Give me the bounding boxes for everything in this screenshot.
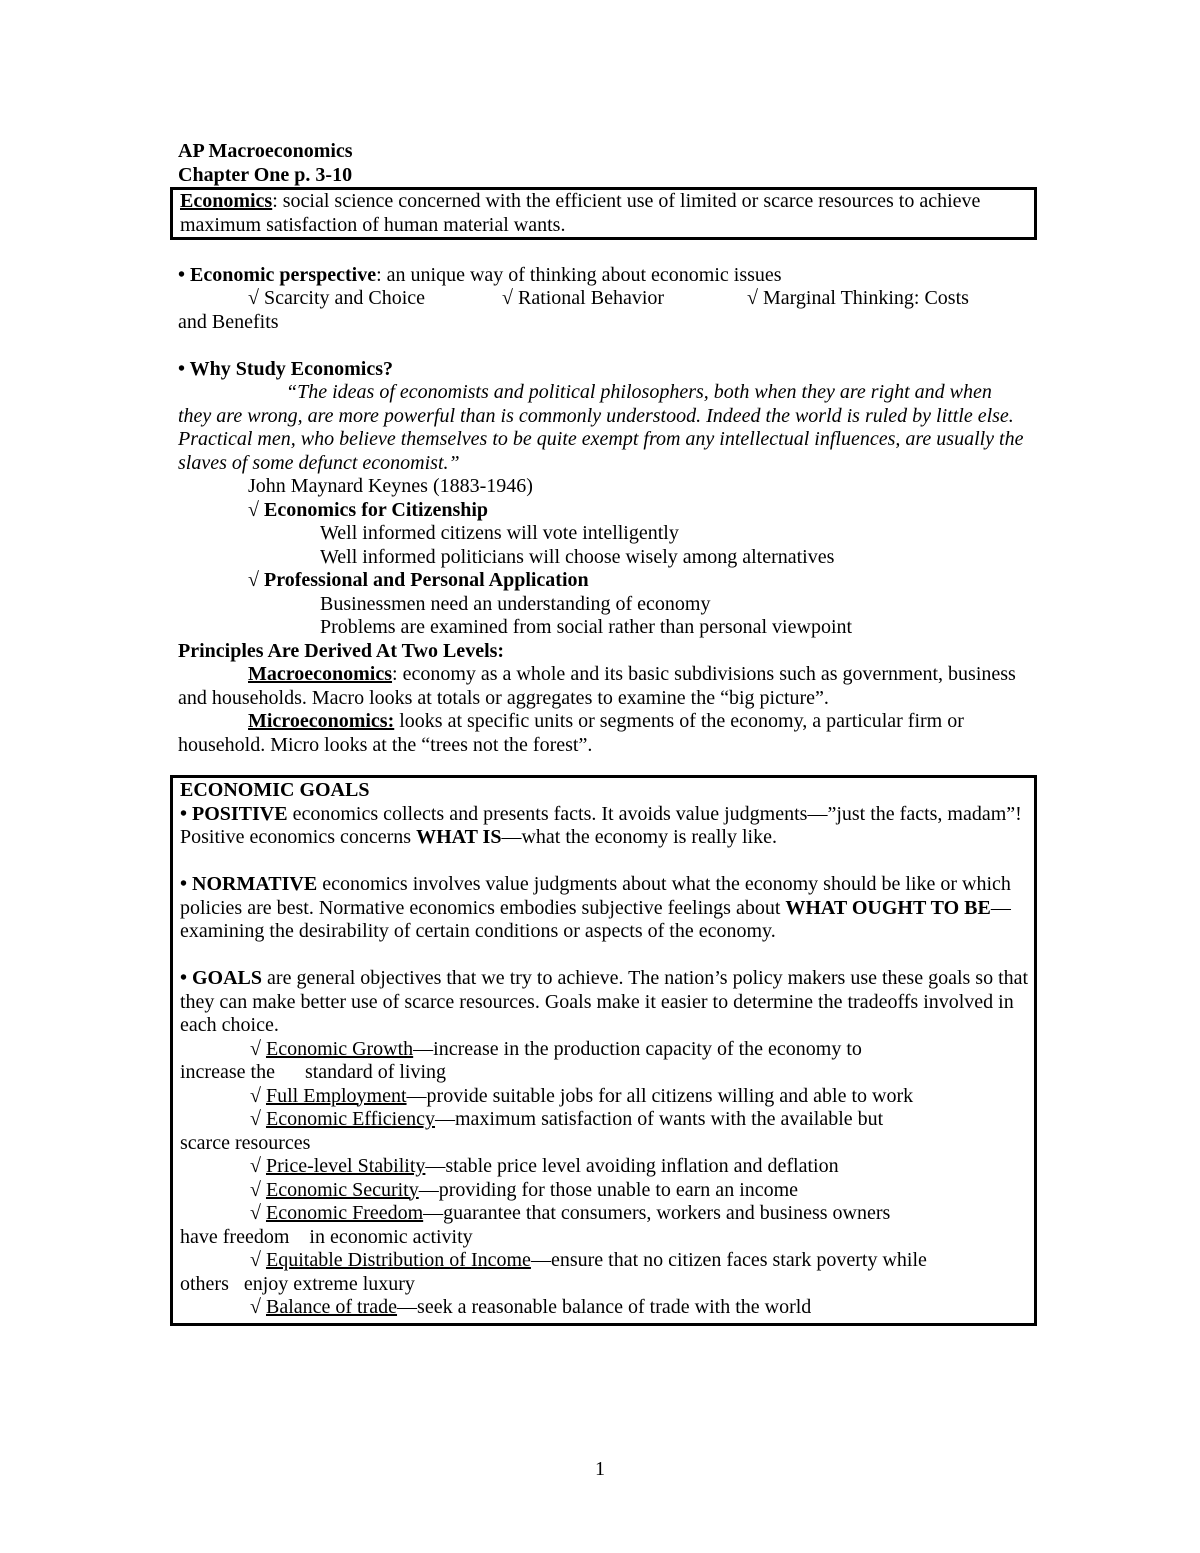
goal-item xyxy=(180,1155,1032,1179)
positive-paragraph xyxy=(180,803,1032,850)
macro-term: Macroeconomics xyxy=(248,663,393,685)
perspective-text: : an unique way of thinking about economic issues xyxy=(376,263,782,286)
goals-paragraph xyxy=(180,967,1032,1038)
perspective-item-marginal-cont: and Benefits xyxy=(178,310,279,333)
check-icon: √ xyxy=(250,1155,266,1177)
professional-heading: √ Professional and Personal Application xyxy=(248,569,589,591)
goal-term: Full Employment xyxy=(265,1084,407,1107)
definition-text: : social science concerned with the efficient use of limited or scarce resources to achieve maximum satisfaction of human material wants. xyxy=(180,190,981,236)
goal-desc-cont: others enjoy extreme luxury xyxy=(180,1272,415,1295)
citizenship-point-1: Well informed citizens will vote intelligently xyxy=(320,522,679,544)
macro-definition xyxy=(178,663,1030,710)
goal-desc-cont: have freedom in economic activity xyxy=(180,1225,473,1248)
goal-item xyxy=(180,1249,1032,1296)
goal-desc: —seek a reasonable balance of trade with the world xyxy=(397,1296,812,1318)
goal-desc-cont: scarce resources xyxy=(180,1131,311,1154)
micro-term: Microeconomics: xyxy=(248,710,395,732)
goal-item xyxy=(180,1296,1032,1320)
goal-term: Balance of trade xyxy=(265,1296,398,1318)
definition-box xyxy=(170,187,1037,240)
page-number: 1 xyxy=(595,1458,605,1480)
goal-desc: —guarantee that consumers, workers and business owners xyxy=(423,1202,891,1224)
spacer xyxy=(178,240,1030,264)
perspective-item-scarcity: √ Scarcity and Choice xyxy=(248,287,426,309)
spacer xyxy=(178,757,1030,775)
spacer xyxy=(180,944,1032,968)
goals-box-title: ECONOMIC GOALS xyxy=(180,779,370,801)
check-icon: √ xyxy=(250,1108,266,1130)
spacer xyxy=(178,334,1030,358)
goal-item xyxy=(180,1038,1032,1085)
check-icon: √ xyxy=(250,1249,266,1271)
economic-goals-box xyxy=(170,775,1037,1326)
goal-desc: —provide suitable jobs for all citizens willing and able to work xyxy=(406,1084,914,1107)
spacer xyxy=(180,850,1032,874)
positive-label: • POSITIVE xyxy=(180,802,288,825)
perspective-item-rational: √ Rational Behavior xyxy=(502,287,665,309)
document-page xyxy=(178,140,1030,1326)
goal-term: Economic Security xyxy=(265,1178,419,1201)
goals-text: are general objectives that we try to achieve. The nation’s policy makers use these goals so that they can make better use of scarce resources. Goals make it easier to determine the tradeoffs involved in each choice. xyxy=(180,967,1029,1036)
positive-text-2: —what the economy is really like. xyxy=(501,826,777,848)
goal-desc: —providing for those unable to earn an income xyxy=(418,1178,799,1201)
perspective-heading: • Economic perspective xyxy=(178,263,377,286)
normative-text-1: economics involves value judgments about what the economy should be like or which policies are best. Normative economics embodies subjective feelings about xyxy=(180,873,1011,919)
check-icon: √ xyxy=(250,1202,266,1224)
doc-title: AP Macroeconomics xyxy=(178,140,353,162)
normative-text-2: —examining the desirability of certain conditions or aspects of the economy. xyxy=(180,896,1011,942)
goal-desc: —stable price level avoiding inflation and deflation xyxy=(425,1155,839,1177)
perspective-item-marginal: √ Marginal Thinking: Costs xyxy=(747,287,969,309)
perspective-line xyxy=(178,264,1030,288)
positive-text-1: economics collects and presents facts. It avoids value judgments—”just the facts, madam”! Positive economics concerns xyxy=(180,802,1022,848)
goal-item xyxy=(180,1108,1032,1155)
check-icon: √ xyxy=(250,1178,266,1201)
goal-desc-cont: increase the standard of living xyxy=(180,1061,447,1083)
goals-label: • GOALS xyxy=(180,967,263,989)
goal-term: Price-level Stability xyxy=(265,1155,426,1177)
check-icon: √ xyxy=(250,1037,266,1060)
positive-label-what-is: WHAT IS xyxy=(416,826,502,848)
keynes-author: John Maynard Keynes (1883-1946) xyxy=(248,475,533,497)
goal-term: Economic Freedom xyxy=(265,1202,424,1224)
normative-label-ought: WHAT OUGHT TO BE xyxy=(785,896,991,919)
normative-paragraph xyxy=(180,873,1032,944)
goal-desc: —maximum satisfaction of wants with the available but xyxy=(435,1108,884,1130)
why-heading: • Why Study Economics? xyxy=(178,357,394,380)
check-icon: √ xyxy=(250,1084,266,1107)
chapter-heading: Chapter One p. 3-10 xyxy=(178,163,353,186)
check-icon: √ xyxy=(250,1296,266,1318)
definition-term: Economics xyxy=(180,190,273,212)
goal-term: Economic Growth xyxy=(265,1037,414,1060)
professional-point-1: Businessmen need an understanding of economy xyxy=(320,592,711,615)
goal-item xyxy=(180,1202,1032,1249)
keynes-quote: “The ideas of economists and political philosophers, both when they are right and when they are wrong, are more powerful than is commonly understood. Indeed the world is ruled by little else. Practical men, who believe themselves to be quite exempt from any intellectual influences, are usually the slaves of some defunct economist.” xyxy=(178,381,1024,474)
citizenship-heading: √ Economics for Citizenship xyxy=(248,498,489,521)
goal-term: Equitable Distribution of Income xyxy=(265,1249,531,1271)
goal-term: Economic Efficiency xyxy=(265,1108,435,1130)
macro-text: : economy as a whole and its basic subdivisions such as government, business and households. Macro looks at totals or aggregates to examine the “big picture”. xyxy=(178,663,1016,709)
goal-desc: —increase in the production capacity of the economy to xyxy=(413,1037,862,1060)
goal-item xyxy=(180,1085,1032,1109)
goal-item xyxy=(180,1179,1032,1203)
perspective-items xyxy=(178,287,1030,311)
goal-desc: —ensure that no citizen faces stark poverty while xyxy=(530,1249,927,1271)
normative-label: • NORMATIVE xyxy=(180,873,318,895)
citizenship-point-2: Well informed politicians will choose wisely among alternatives xyxy=(320,545,835,568)
micro-text: looks at specific units or segments of the economy, a particular firm or household. Micro looks at the “trees not the forest”. xyxy=(178,710,964,756)
professional-point-2: Problems are examined from social rather than personal viewpoint xyxy=(320,616,853,638)
principles-heading: Principles Are Derived At Two Levels: xyxy=(178,639,505,662)
micro-definition xyxy=(178,710,1030,757)
